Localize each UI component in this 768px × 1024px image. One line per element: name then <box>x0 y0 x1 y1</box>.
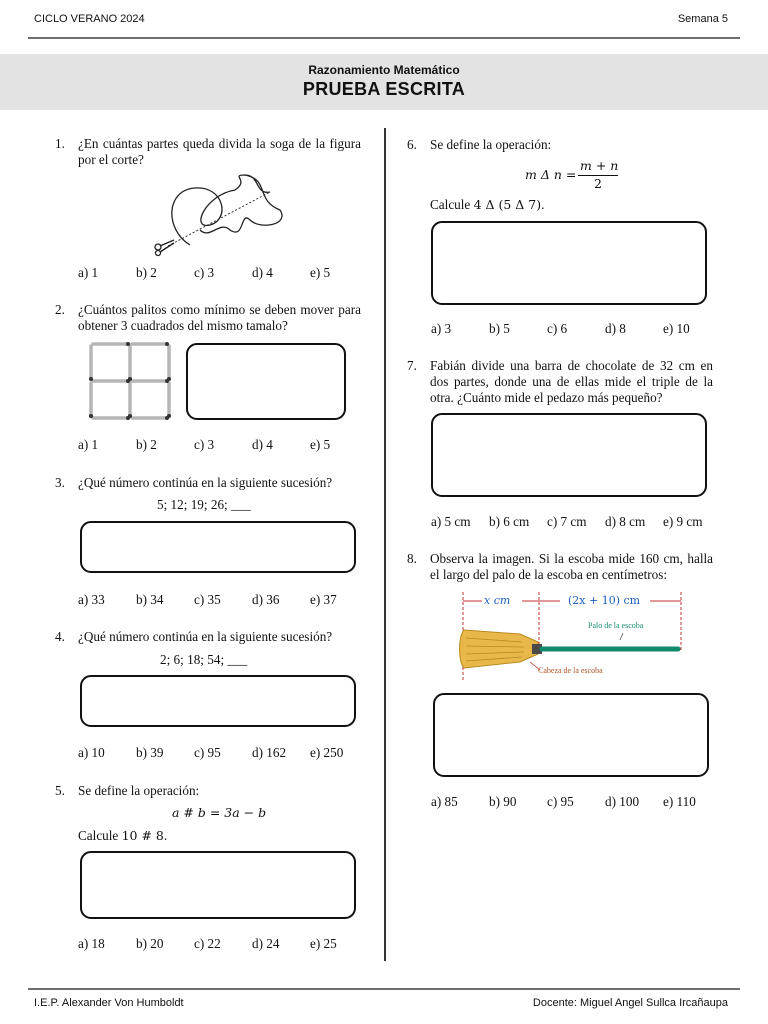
option[interactable]: b) 6 cm <box>489 514 530 529</box>
question-text: Se define la operación: <box>78 783 200 798</box>
calculate-label: Calcule <box>78 828 122 843</box>
answer-box-q6[interactable] <box>431 221 707 305</box>
option[interactable]: c) 6 <box>547 321 568 336</box>
option[interactable]: a) 1 <box>78 437 99 452</box>
option[interactable]: b) 5 <box>489 321 510 336</box>
question-number: 3. <box>55 475 65 490</box>
answer-box-q5[interactable] <box>80 851 356 919</box>
answer-box-q7[interactable] <box>431 413 707 497</box>
label-head: Cabeza de la escoba <box>538 666 603 675</box>
question-text: ¿Cuántos palitos como mínimo se deben mover para obtener 3 cuadrados del mismo tamalo? <box>78 302 361 333</box>
question-6 <box>407 137 717 155</box>
footer-rule <box>28 988 740 990</box>
option[interactable]: d) 100 <box>605 794 640 809</box>
option[interactable]: c) 7 cm <box>547 514 587 529</box>
option[interactable]: b) 90 <box>489 794 517 809</box>
option[interactable]: c) 35 <box>194 592 221 607</box>
question-text: ¿En cuántas partes queda divida la soga de la figura por el corte? <box>78 136 361 167</box>
question-text: ¿Qué número continúa en la siguiente sucesión? <box>78 475 333 490</box>
option[interactable]: a) 33 <box>78 592 105 607</box>
option[interactable]: c) 3 <box>194 265 215 280</box>
calculate-expression: 4 Δ (5 Δ 7) <box>473 197 542 212</box>
question-4 <box>55 629 365 647</box>
header-rule <box>28 37 740 39</box>
question-number: 2. <box>55 302 65 317</box>
matchstick-figure <box>88 340 172 422</box>
answer-box-q8[interactable] <box>433 693 709 777</box>
label-stick: Palo de la escoba <box>588 621 644 630</box>
answer-options-q3 <box>78 592 337 608</box>
question-7 <box>407 358 713 408</box>
answer-options-q6 <box>431 321 690 337</box>
question-number: 6. <box>407 137 417 152</box>
question-number: 1. <box>55 136 65 151</box>
period: . <box>541 197 545 212</box>
answer-options-q1 <box>78 265 330 281</box>
option[interactable]: d) 8 cm <box>605 514 646 529</box>
option[interactable]: a) 5 cm <box>431 514 471 529</box>
option[interactable]: b) 2 <box>136 265 157 280</box>
answer-options-q4 <box>78 745 343 761</box>
question-number: 4. <box>55 629 65 644</box>
option[interactable]: c) 95 <box>547 794 574 809</box>
formula-left: m Δ n = <box>525 167 577 182</box>
option[interactable]: e) 250 <box>310 745 344 760</box>
calculate-expression: 10 # 8 <box>121 828 164 843</box>
option[interactable]: a) 1 <box>78 265 99 280</box>
question-3 <box>55 475 365 493</box>
sequence: 2; 6; 18; 54; ___ <box>160 652 248 667</box>
period: . <box>163 828 168 843</box>
option[interactable]: b) 2 <box>136 437 157 452</box>
operation-formula: a # b = 3a − b <box>172 805 267 820</box>
question-number: 8. <box>407 551 417 566</box>
formula-denominator: 2 <box>594 176 602 191</box>
option[interactable]: d) 4 <box>252 265 273 280</box>
option[interactable]: e) 25 <box>310 936 337 951</box>
question-text: Fabián divide una barra de chocolate de 32 cm en dos partes, donde una de ellas mide el triple de la otra. ¿Cuánto mide el pedazo más pequeño? <box>430 358 713 405</box>
question-2 <box>55 302 361 336</box>
option[interactable]: d) 36 <box>252 592 280 607</box>
option[interactable]: b) 20 <box>136 936 164 951</box>
title-banner <box>0 54 768 110</box>
question-text: Se define la operación: <box>430 137 552 152</box>
scissors-icon <box>154 238 176 256</box>
option[interactable]: a) 18 <box>78 936 105 951</box>
option[interactable]: b) 39 <box>136 745 164 760</box>
banner-subtitle: Razonamiento Matemático <box>308 63 460 77</box>
option[interactable]: e) 110 <box>663 794 696 809</box>
option[interactable]: a) 10 <box>78 745 105 760</box>
option[interactable]: e) 5 <box>310 437 331 452</box>
operation-formula <box>525 158 625 192</box>
broom-figure <box>460 590 685 686</box>
option[interactable]: e) 10 <box>663 321 690 336</box>
option[interactable]: a) 3 <box>431 321 452 336</box>
calculate-line <box>78 828 167 844</box>
dimension-head: x cm <box>484 594 511 607</box>
answer-options-q2 <box>78 437 330 453</box>
question-number: 5. <box>55 783 65 798</box>
calculate-line <box>430 197 544 213</box>
column-divider <box>384 128 386 961</box>
sequence: 5; 12; 19; 26; ___ <box>157 497 251 512</box>
header-week: Semana 5 <box>677 13 728 25</box>
dimension-stick: (2x + 10) cm <box>568 594 641 607</box>
option[interactable]: e) 9 cm <box>663 514 703 529</box>
question-8 <box>407 551 713 585</box>
option[interactable]: d) 162 <box>252 745 287 760</box>
option[interactable]: c) 95 <box>194 745 221 760</box>
option[interactable]: d) 4 <box>252 437 273 452</box>
option[interactable]: c) 3 <box>194 437 215 452</box>
answer-box-q4[interactable] <box>80 675 356 727</box>
answer-options-q8 <box>431 794 696 810</box>
option[interactable]: c) 22 <box>194 936 221 951</box>
question-text: Observa la imagen. Si la escoba mide 160 cm, halla el largo del palo de la escoba en centímetros: <box>430 551 713 582</box>
option[interactable]: a) 85 <box>431 794 458 809</box>
option[interactable]: e) 5 <box>310 265 331 280</box>
answer-box-q2[interactable] <box>186 343 346 420</box>
formula-numerator: m + n <box>580 158 619 173</box>
page-title: PRUEBA ESCRITA <box>302 79 466 99</box>
option[interactable]: b) 34 <box>136 592 164 607</box>
option[interactable]: d) 24 <box>252 936 280 951</box>
question-number: 7. <box>407 358 417 373</box>
option[interactable]: d) 8 <box>605 321 626 336</box>
option[interactable]: e) 37 <box>310 592 337 607</box>
answer-options-q7 <box>431 514 703 530</box>
calculate-label: Calcule <box>430 197 474 212</box>
question-5 <box>55 783 365 801</box>
question-text: ¿Qué número continúa en la siguiente sucesión? <box>78 629 333 644</box>
footer-teacher: Docente: Miguel Angel Sullca Ircañaupa <box>532 997 728 1009</box>
answer-box-q3[interactable] <box>80 521 356 573</box>
footer-school: I.E.P. Alexander Von Humboldt <box>34 997 184 1009</box>
header-course: CICLO VERANO 2024 <box>34 13 145 25</box>
answer-options-q5 <box>78 936 337 952</box>
